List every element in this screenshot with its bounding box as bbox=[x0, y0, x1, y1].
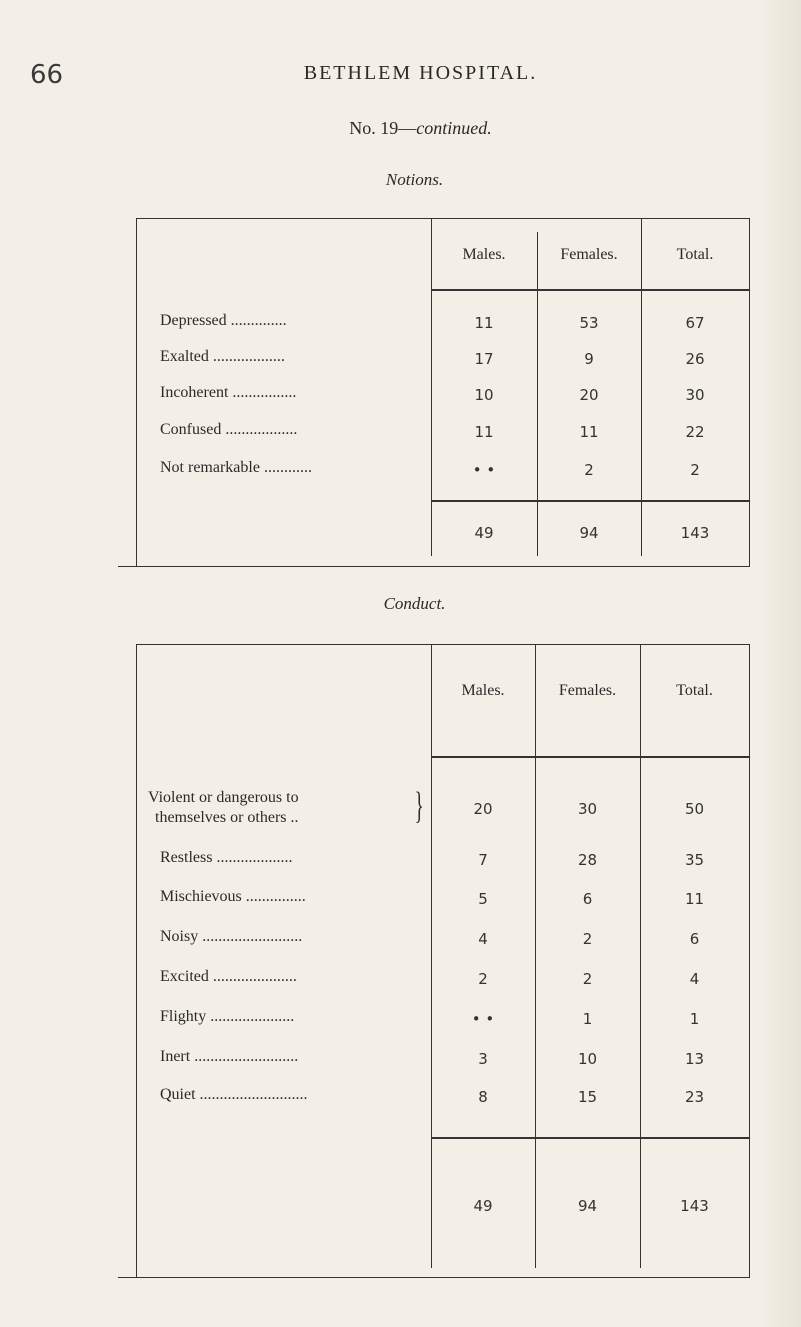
total-males: 49 bbox=[473, 1197, 493, 1215]
cell-males: 4 bbox=[478, 930, 488, 948]
notions-bottom-rule bbox=[118, 566, 750, 567]
notions-header-rule bbox=[431, 289, 749, 291]
cell-males: 8 bbox=[478, 1088, 488, 1106]
total-total: 143 bbox=[680, 1197, 709, 1215]
row-label: Noisy ......................... bbox=[160, 928, 303, 945]
row-label: Excited ..................... bbox=[160, 968, 297, 985]
cell-females: 20 bbox=[579, 386, 599, 404]
cell-total: 1 bbox=[689, 1010, 700, 1028]
cell-males: • • bbox=[472, 461, 496, 479]
row-label: Depressed .............. bbox=[160, 312, 287, 329]
cell-males: 20 bbox=[473, 800, 493, 818]
notions-title: Notions. bbox=[385, 170, 444, 189]
total-total: 143 bbox=[680, 524, 710, 542]
cell-females: 28 bbox=[577, 851, 598, 869]
cell-females: 9 bbox=[584, 350, 594, 368]
cell-total: 13 bbox=[684, 1050, 705, 1068]
conduct-left-rule bbox=[136, 644, 137, 1277]
row-label: Quiet ........................... bbox=[160, 1086, 308, 1103]
cell-females: 15 bbox=[577, 1088, 598, 1106]
conduct-col-rule-2 bbox=[535, 644, 536, 1268]
cell-total: 23 bbox=[684, 1088, 705, 1106]
cell-females: 53 bbox=[579, 314, 599, 332]
cell-total: 50 bbox=[684, 800, 705, 818]
cell-total: 11 bbox=[684, 890, 705, 908]
row-label-line-2: themselves or others .. bbox=[155, 809, 299, 826]
conduct-title: Conduct. bbox=[383, 594, 446, 613]
cell-total: 4 bbox=[689, 970, 700, 988]
cell-females: 11 bbox=[579, 423, 599, 441]
row-label bbox=[148, 788, 299, 828]
total-males: 49 bbox=[474, 524, 494, 542]
cell-males: 5 bbox=[478, 890, 488, 908]
row-label: Confused .................. bbox=[160, 421, 298, 438]
cell-males: • • bbox=[471, 1010, 495, 1028]
page-edge-shadow bbox=[761, 0, 801, 1327]
conduct-top-rule bbox=[136, 644, 750, 645]
total-females: 94 bbox=[579, 524, 599, 542]
table-number-suffix: continued. bbox=[416, 118, 492, 138]
cell-total: 35 bbox=[684, 851, 705, 869]
cell-total: 30 bbox=[685, 386, 705, 404]
cell-males: 11 bbox=[474, 423, 494, 441]
cell-total: 26 bbox=[685, 350, 705, 368]
cell-males: 2 bbox=[478, 970, 488, 988]
cell-females: 2 bbox=[584, 461, 594, 479]
total-females: 94 bbox=[577, 1197, 598, 1215]
cell-males: 3 bbox=[478, 1050, 488, 1068]
row-label: Not remarkable ............ bbox=[160, 459, 312, 476]
cell-males: 11 bbox=[474, 314, 494, 332]
cell-males: 10 bbox=[474, 386, 494, 404]
notions-col-males: Males. bbox=[462, 246, 506, 263]
row-label: Flighty ..................... bbox=[160, 1008, 295, 1025]
cell-females: 6 bbox=[582, 890, 593, 908]
notions-right-rule bbox=[749, 218, 750, 566]
conduct-bottom-rule bbox=[118, 1277, 750, 1278]
cell-females: 10 bbox=[577, 1050, 598, 1068]
conduct-right-rule bbox=[749, 644, 750, 1277]
row-label: Restless ................... bbox=[160, 849, 293, 866]
conduct-col-females: Females. bbox=[558, 682, 617, 699]
cell-females: 2 bbox=[582, 970, 593, 988]
conduct-col-total: Total. bbox=[676, 682, 713, 699]
cell-females: 1 bbox=[582, 1010, 593, 1028]
cell-females: 30 bbox=[577, 800, 598, 818]
notions-total-rule bbox=[431, 500, 749, 502]
cell-females: 2 bbox=[582, 930, 593, 948]
notions-col-females: Females. bbox=[560, 246, 618, 263]
running-head: BETHLEM HOSPITAL. bbox=[303, 62, 538, 84]
row-label: Inert .......................... bbox=[160, 1048, 299, 1065]
table-number bbox=[0, 118, 801, 139]
notions-col-total: Total. bbox=[676, 246, 714, 263]
notions-top-rule bbox=[136, 218, 750, 219]
notions-left-rule bbox=[136, 218, 137, 566]
conduct-header-rule bbox=[431, 756, 749, 758]
row-label: Exalted .................. bbox=[160, 348, 285, 365]
cell-total: 67 bbox=[685, 314, 705, 332]
table-number-label: No. 19— bbox=[349, 118, 417, 138]
conduct-col-rule-1 bbox=[431, 644, 432, 1268]
cell-total: 6 bbox=[689, 930, 700, 948]
row-label: Mischievous ............... bbox=[160, 888, 306, 905]
cell-total: 22 bbox=[685, 423, 705, 441]
page-number: 66 bbox=[30, 60, 64, 90]
cell-males: 7 bbox=[478, 851, 488, 869]
cell-total: 2 bbox=[690, 461, 700, 479]
conduct-col-males: Males. bbox=[461, 682, 505, 699]
cell-males: 17 bbox=[474, 350, 494, 368]
row-label: Incoherent ................ bbox=[160, 384, 297, 401]
brace-icon: } bbox=[414, 785, 424, 827]
conduct-col-rule-3 bbox=[640, 644, 641, 1268]
row-label-line-1: Violent or dangerous to bbox=[148, 789, 299, 806]
conduct-total-rule bbox=[431, 1137, 749, 1139]
